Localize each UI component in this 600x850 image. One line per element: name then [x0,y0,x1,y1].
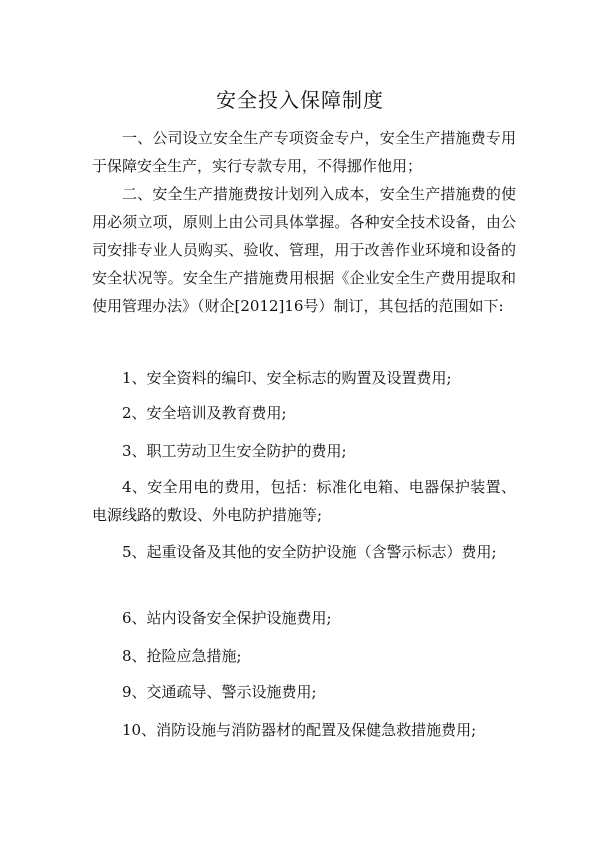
list-item-9: 9、交通疏导、警示设施费用; [122,683,317,701]
list-item-6: 6、站内设备安全保护设施费用; [122,609,332,627]
list-item-1: 1、安全资料的编印、安全标志的购置及设置费用; [122,369,452,387]
paragraph-1: 一、公司设立安全生产专项资金专户，安全生产措施费专用于保障安全生产，实行专款专用，不得挪作他用； [92,129,516,175]
list-item-2: 2、安全培训及教育费用; [122,404,287,422]
document-title: 安全投入保障制度 [216,88,384,112]
list-item-4: 4、安全用电的费用，包括：标准化电箱、电器保护装置、电源线路的敷设、外电防护措施等; [92,478,516,524]
list-item-3: 3、职工劳动卫生安全防护的费用; [122,442,347,460]
list-item-5: 5、起重设备及其他的安全防护设施（含警示标志）费用; [122,543,497,561]
list-item-8: 8、抢险应急措施; [122,647,242,665]
list-item-10: 10、消防设施与消防器材的配置及保健急救措施费用; [122,721,477,739]
paragraph-2: 二、安全生产措施费按计划列入成本，安全生产措施费的使用必须立项，原则上由公司具体掌握。各种安全技术设备，由公司安排专业人员购买、验收、管理，用于改善作业环境和设备的安全状况等。安全生产措施费用根据《企业安全生产费用提取和使用管理办法》（财企[2012]16号）制订，其包括的范围如下: [92,185,516,315]
